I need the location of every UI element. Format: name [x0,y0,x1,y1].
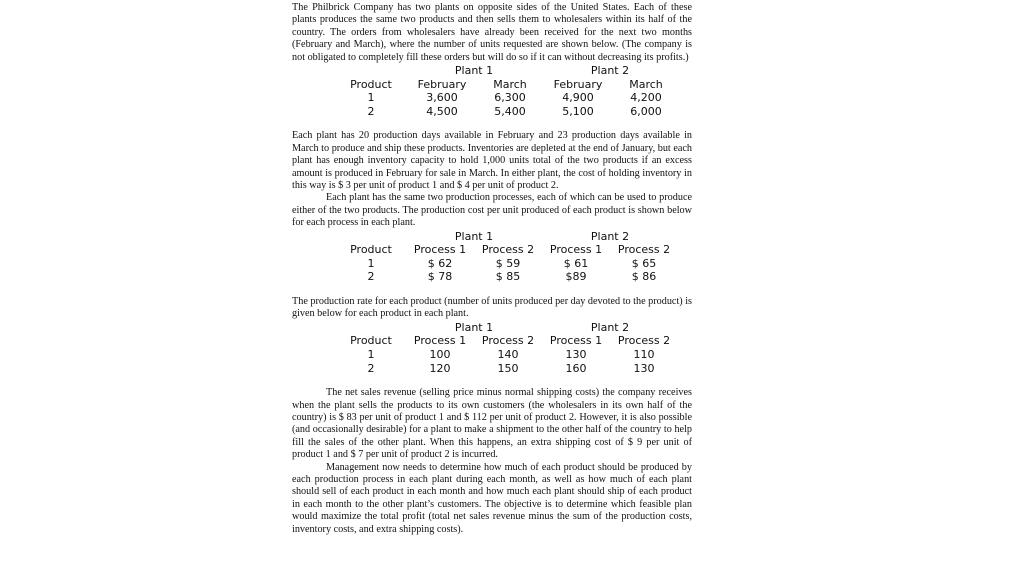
table-header-row [336,78,678,92]
table-cell: 4,500 [426,104,458,118]
table-cell: 1 [367,256,375,270]
plant-header: Plant 2 [590,64,630,78]
column-header: Process 1 [549,243,603,257]
table-row [336,270,678,284]
table-cell: 110 [633,348,655,362]
intro-paragraph: The Philbrick Company has two plants on opposite sides of the United States. Each of these plants produces the same two products and then sells them to wholesalers within its half of the country. The orders from wholesalers have already been received for the next two months (February and March), where the number of units requested are shown below. (The company is not obligated to completely fill these orders but will do so if it can without decreasing its profits.) [292,2,692,63]
cost-table [336,230,678,284]
column-header: Process 2 [481,334,535,348]
table-cell: 100 [429,348,451,362]
table-header-row [336,334,678,348]
column-header: Product [350,77,392,91]
table-cell: 3,600 [426,91,458,105]
management-paragraph: Management now needs to determine how much of each product should be produced by each production process in each plant during each month, as well as how much of each plant should sell of each product in each month and how much each plant should ship of each product in each month to the other plant’s customers. The objective is to determine which feasible plan would maximize the total profit (total net sales revenue minus the sum of the production costs, inventory costs, and extra shipping costs). [292,461,692,535]
table-cell: 1 [367,348,375,362]
table-cell: 2 [367,270,375,284]
rate-paragraph: The production rate for each product (number of units produced per day devoted to the product) is given below for each product in each plant. [292,296,693,320]
table-cell: 5,100 [562,104,594,118]
table-cell: 150 [497,361,519,375]
column-header: February [417,77,467,91]
table-cell: 4,200 [630,91,662,105]
table-cell: $ 61 [563,256,589,270]
column-header: February [553,77,603,91]
table-cell: 130 [633,361,655,375]
table-row [336,348,678,362]
plant-header: Plant 2 [590,229,630,243]
table-row [336,105,678,119]
table-cell: $ 78 [427,270,453,284]
table-row [336,91,678,105]
table-row [336,362,678,376]
table-cell: $ 86 [631,270,657,284]
column-header: March [629,77,663,91]
column-header: Product [350,243,392,257]
table-cell: 160 [565,361,587,375]
table-cell: $ 59 [495,256,521,270]
table-cell: 6,000 [630,104,662,118]
table-plant-header-row [336,230,678,244]
table-cell: $ 62 [427,256,453,270]
problem-document [292,2,692,536]
plant-header: Plant 2 [590,320,630,334]
table-cell: 2 [367,104,375,118]
table-cell: $ 65 [631,256,657,270]
table-cell: 6,300 [494,91,526,105]
table-cell: 130 [565,348,587,362]
table-cell: $ 85 [495,270,521,284]
table-cell: $89 [565,270,587,284]
revenue-paragraph: The net sales revenue (selling price minus normal shipping costs) the company receives when the plant sells the products to its own customers (the wholesalers in its own half of the country) is $ 83 per unit of product 1 and $ 112 per unit of product 2. However, it is also possible (and occasionally desirable) for a plant to make a shipment to the other half of the country to help fill the sales of the other plant. When this happens, an extra shipping cost of $ 9 per unit of product 1 and $ 7 per unit of product 2 is incurred. [292,387,692,461]
table-row [336,257,678,271]
column-header: Process 1 [413,334,467,348]
table-cell: 5,400 [494,104,526,118]
table-header-row [336,243,678,257]
inventory-paragraph: Each plant has 20 production days available in February and 23 production days available in March to produce and ship these products. Inventories are depleted at the end of January, but each plant has enough inventory capacity to hold 1,000 units total of the two products if an excess amount is produced in February for sale in March. In either plant, the cost of holding inventory in this way is $ 3 per unit of product 1 and $ 4 per unit of product 2. [292,130,692,192]
table-plant-header-row [336,64,678,78]
orders-table [336,64,678,118]
plant-header: Plant 1 [454,64,494,78]
column-header: Process 2 [481,243,535,257]
processes-paragraph: Each plant has the same two production processes, each of which can be used to produce either of the two products. The production cost per unit produced of each product is shown below for each process in each plant. [292,192,692,229]
table-cell: 140 [497,348,519,362]
table-cell: 120 [429,361,451,375]
table-cell: 2 [367,361,375,375]
column-header: Product [350,334,392,348]
table-cell: 4,900 [562,91,594,105]
column-header: Process 1 [549,334,603,348]
table-cell: 1 [367,91,375,105]
plant-header: Plant 1 [454,320,494,334]
rate-table [336,321,678,375]
column-header: Process 2 [617,243,671,257]
table-plant-header-row [336,321,678,335]
column-header: Process 2 [617,334,671,348]
column-header: Process 1 [413,243,467,257]
column-header: March [493,77,527,91]
plant-header: Plant 1 [454,229,494,243]
